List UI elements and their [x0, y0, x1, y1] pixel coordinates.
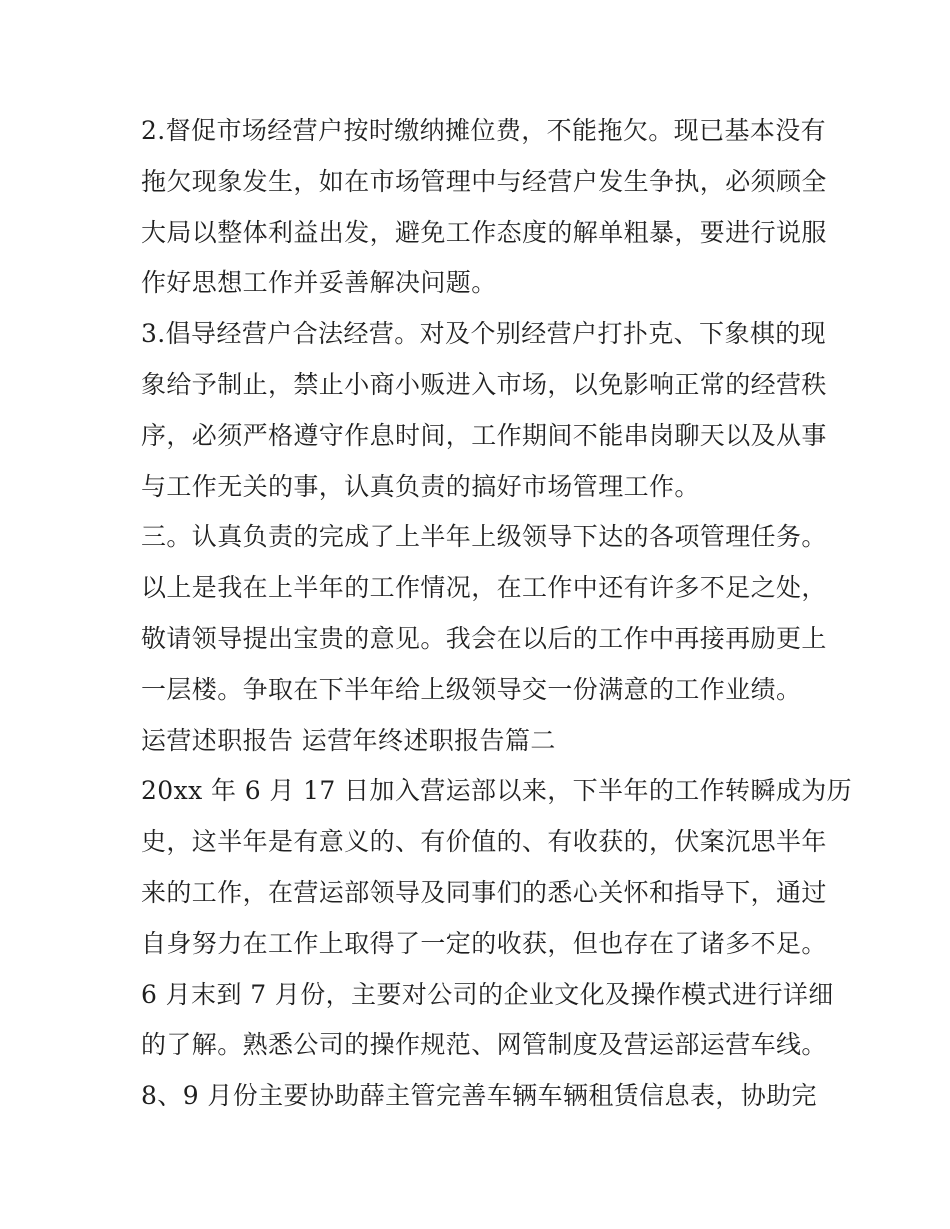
text-line: 三。认真负责的完成了上半年上级领导下达的各项管理任务。	[141, 522, 827, 552]
text-line: 敬请领导提出宝贵的意见。我会在以后的工作中再接再励更上	[141, 623, 827, 653]
text-line: 以上是我在上半年的工作情况，在工作中还有许多不足之处，	[141, 573, 827, 603]
text-line: 序，必须严格遵守作息时间，工作期间不能串岗聊天以及从事	[141, 420, 827, 450]
text-line: 象给予制止，禁止小商小贩进入市场，以免影响正常的经营秩	[141, 369, 827, 399]
text-line: 3.倡导经营户合法经营。对及个别经营户打扑克、下象棋的现	[141, 319, 827, 349]
text-line: 拖欠现象发生，如在市场管理中与经营户发生争执，必须顾全	[141, 166, 827, 196]
text-line: 与工作无关的事，认真负责的搞好市场管理工作。	[141, 471, 700, 501]
text-line: 来的工作，在营运部领导及同事们的悉心关怀和指导下，通过	[141, 877, 827, 907]
text-line: 2.督促市场经营户按时缴纳摊位费，不能拖欠。现已基本没有	[141, 116, 827, 145]
text-line: 大局以整体利益出发，避免工作态度的解单粗暴，要进行说服	[141, 217, 827, 247]
text-line: 20xx 年 6 月 17 日加入营运部以来，下半年的工作转瞬成为历	[141, 776, 853, 806]
text-line: 一层楼。争取在下半年给上级领导交一份满意的工作业绩。	[141, 674, 802, 704]
text-line: 作好思想工作并妥善解决问题。	[141, 268, 497, 298]
document-body	[141, 106, 853, 1122]
text-line: 6 月末到 7 月份，主要对公司的企业文化及操作模式进行详细	[141, 979, 834, 1009]
text-line: 8、9 月份主要协助薛主管完善车辆车辆租赁信息表，协助完	[141, 1081, 817, 1111]
text-line: 自身努力在工作上取得了一定的收获，但也存在了诸多不足。	[141, 928, 827, 958]
section-heading: 运营述职报告 运营年终述职报告篇二	[141, 725, 556, 755]
text-line: 史，这半年是有意义的、有价值的、有收获的，伏案沉思半年	[141, 827, 827, 857]
text-line: 的了解。熟悉公司的操作规范、网管制度及营运部运营车线。	[141, 1030, 827, 1060]
